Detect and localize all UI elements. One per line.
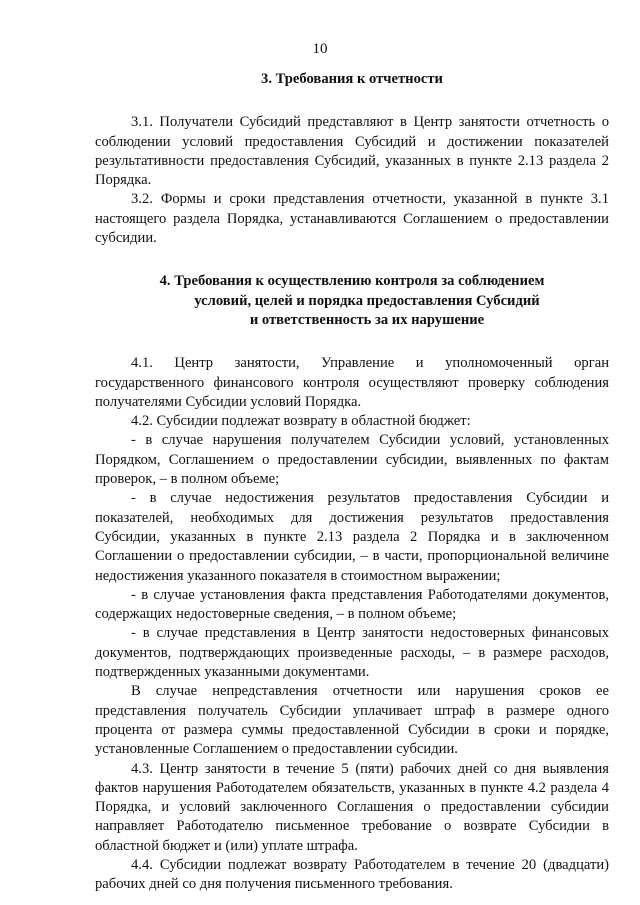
paragraph-fine: В случае непредставления отчетности или нарушения сроков ее представления получатель Субсидии уплачивает штраф в размере одного процента от размера суммы предоставленной Субсидии в сроки и порядке, установленные Соглашением о предоставлении субсидии. <box>95 683 609 758</box>
list-item-non-achievement: - в случае недостижения результатов предоставления Субсидии и показателей, необходимых для достижения результатов предоставления Субсидии, указанных в пункте 2.13 раздела 2 Порядка и в заключенном Соглашении о предоставлении субсидии, – в части, пропорциональной величине недостижения указанного показателя в стоимостном выражении; <box>95 490 609 584</box>
section-4-heading-line-2: условий, целей и порядка предоставления Субсидий <box>194 292 540 309</box>
section-4-heading-line-3: и ответственность за их нарушение <box>249 311 485 328</box>
paragraph-3-2: 3.2. Формы и сроки представления отчетности, указанной в пункте 3.1 настоящего раздела Порядка, устанавливаются Соглашением о предоставлении субсидии. <box>95 191 609 247</box>
section-3-heading: 3. Требования к отчетности <box>261 71 443 87</box>
list-item-false-documents: - в случае установления факта представления Работодателями документов, содержащих недостоверные сведения, – в полном объеме; <box>95 586 609 623</box>
paragraph-4-4: 4.4. Субсидии подлежат возврату Работодателем в течение 20 (двадцати) рабочих дней со дня получения письменного требования. <box>95 856 609 893</box>
section-4-heading <box>95 272 609 330</box>
page-number: 10 <box>312 41 328 57</box>
list-item-false-financial-documents: - в случае представления в Центр занятости недостоверных финансовых документов, подтверждающих произведенные расходы, – в размере расходов, подтвержденных указанными документами. <box>95 625 609 681</box>
paragraph-4-1: 4.1. Центр занятости, Управление и уполномоченный орган государственного финансового контроля осуществляют проверку соблюдения получателями Субсидии условий Порядка. <box>95 355 609 410</box>
paragraph-3-1: 3.1. Получатели Субсидий представляют в Центр занятости отчетность о соблюдении условий предоставления Субсидий и достижении показателей результативности предоставления Субсидий, указанных в пункте 2.13 раздела 2 Порядка. <box>95 114 609 189</box>
document-body <box>95 70 609 895</box>
section-4-heading-line-1: 4. Требования к осуществлению контроля за соблюдением <box>159 273 545 290</box>
paragraph-4-3: 4.3. Центр занятости в течение 5 (пяти) рабочих дней со дня выявления фактов нарушения Работодателем обязательств, указанных в пункте 4.2 раздела 4 Порядка, и условий заключенного Соглашения о предоставлении субсидии направляет Работодателю письменное требование о возврате Субсидии в областной бюджет и (или) уплате штрафа. <box>95 760 609 854</box>
list-item-violation: - в случае нарушения получателем Субсидии условий, установленных Порядком, Соглашением о предоставлении субсидии, выявленных по фактам проверок, – в полном объеме; <box>95 432 609 488</box>
paragraph-4-2: 4.2. Субсидии подлежат возврату в областной бюджет: <box>131 413 471 430</box>
